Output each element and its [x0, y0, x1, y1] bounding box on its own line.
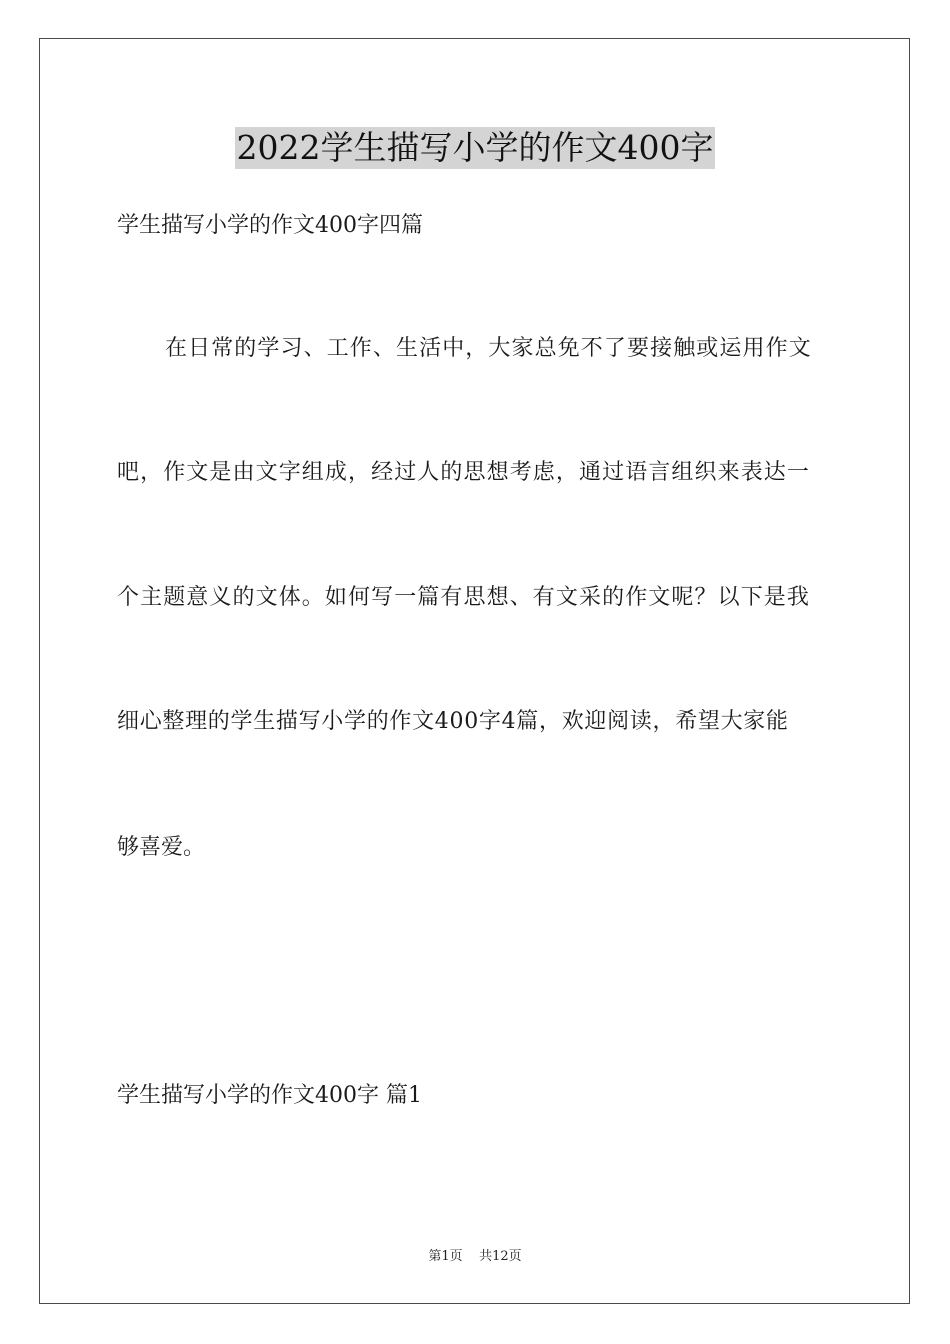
document-title: 2022学生描写小学的作文400字 [236, 128, 714, 167]
intro-line-1: 在日常的学习、工作、生活中，大家总免不了要接触或运用作文 [165, 336, 812, 361]
document-subtitle: 学生描写小学的作文400字四篇 [117, 213, 423, 238]
section-heading: 学生描写小学的作文400字 篇1 [117, 1083, 422, 1108]
intro-line-2: 吧，作文是由文字组成，经过人的思想考虑，通过语言组织来表达一 [117, 460, 811, 485]
intro-line-3: 个主题意义的文体。如何写一篇有思想、有文采的作文呢？以下是我 [117, 585, 811, 610]
title-container [0, 127, 950, 169]
page-number: 第1页 共12页 [428, 1249, 522, 1264]
intro-line-4: 细心整理的学生描写小学的作文400字4篇，欢迎阅读，希望大家能 [117, 709, 789, 734]
intro-line-5: 够喜爱。 [117, 835, 206, 860]
page-footer [0, 1248, 950, 1266]
